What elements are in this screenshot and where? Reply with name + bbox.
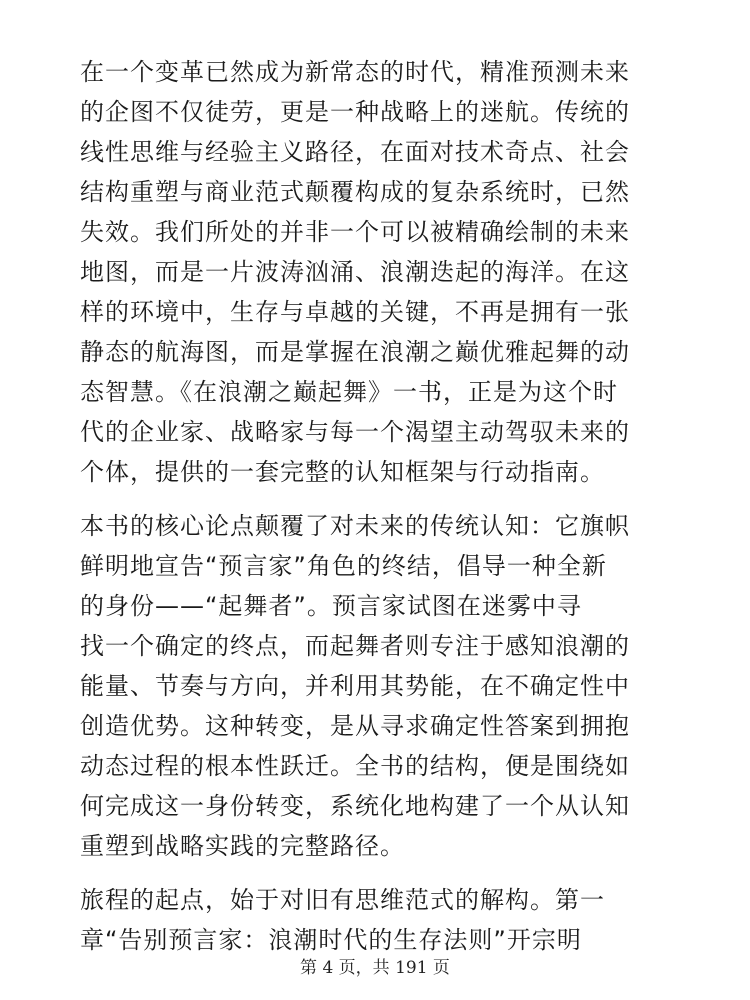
text-line: 个体，提供的一套完整的认知框架与行动指南。: [80, 458, 605, 486]
text-line: 线性思维与经验主义路径，在面对技术奇点、社会: [80, 138, 630, 166]
text-line: 旅程的起点，始于对旧有思维范式的解构。第一: [80, 886, 605, 914]
text-line: 在一个变革已然成为新常态的时代，精准预测未来: [80, 58, 630, 86]
text-line: 创造优势。这种转变，是从寻求确定性答案到拥抱: [80, 712, 630, 740]
text-line: 态智慧。《在浪潮之巅起舞》一书，正是为这个时: [80, 378, 618, 406]
text-line: 样的环境中，生存与卓越的关键，不再是拥有一张: [80, 298, 630, 326]
text-line: 找一个确定的终点，而起舞者则专注于感知浪潮的: [80, 632, 630, 660]
text-line: 代的企业家、战略家与每一个渴望主动驾驭未来的: [80, 418, 630, 446]
paragraph-2: [80, 506, 680, 866]
text-line: 地图，而是一片波涛汹涌、浪潮迭起的海洋。在这: [80, 258, 630, 286]
paragraph-3: [80, 880, 680, 960]
text-line: 鲜明地宣告“预言家”角色的终结，倡导一种全新: [80, 552, 607, 580]
text-line: 失效。我们所处的并非一个可以被精确绘制的未来: [80, 218, 630, 246]
text-line: 章“告别预言家：浪潮时代的生存法则”开宗明: [80, 926, 582, 954]
text-line: 的身份——“起舞者”。预言家试图在迷雾中寻: [80, 592, 582, 620]
text-line: 能量、节奏与方向，并利用其势能，在不确定性中: [80, 672, 630, 700]
text-line: 本书的核心论点颠覆了对未来的传统认知：它旗帜: [80, 512, 630, 540]
text-line: 的企图不仅徒劳，更是一种战略上的迷航。传统的: [80, 98, 630, 126]
text-line: 重塑到战略实践的完整路径。: [80, 832, 405, 860]
text-line: 结构重塑与商业范式颠覆构成的复杂系统时，已然: [80, 178, 630, 206]
text-line: 动态过程的根本性跃迁。全书的结构，便是围绕如: [80, 752, 630, 780]
page-number-footer: 第 4 页，共 191 页: [300, 958, 450, 978]
text-line: 静态的航海图，而是掌握在浪潮之巅优雅起舞的动: [80, 338, 630, 366]
document-body: [80, 52, 680, 974]
paragraph-1: [80, 52, 680, 492]
text-line: 何完成这一身份转变，系统化地构建了一个从认知: [80, 792, 630, 820]
